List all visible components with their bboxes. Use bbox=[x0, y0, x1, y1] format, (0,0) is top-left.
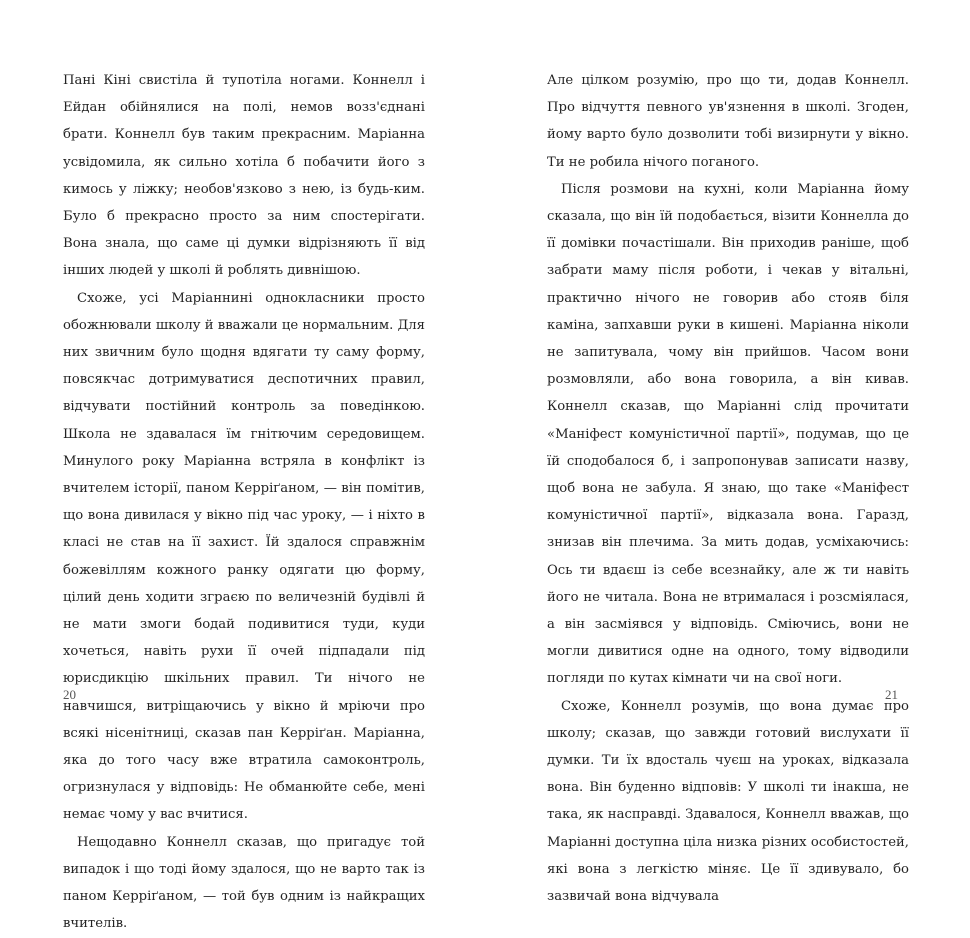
right-page bbox=[547, 67, 909, 910]
page-number-right: 21 bbox=[885, 687, 898, 702]
paragraph: Але цілком розумію, про що ти, додав Коннелл. Про відчуття певного ув'язнення в школі. Згоден, йому варто було дозволити тобі визирнути у вікно. Ти не робила нічого поганого. bbox=[547, 73, 909, 170]
paragraph: Пані Кіні свистіла й тупотіла ногами. Коннелл і Ейдан обійнялися на полі, немов возз'єднані брати. Коннелл був таким прекрасним. Маріанна усвідомила, як сильно хотіла б побачити його з кимось у ліжку; необов'язково з нею, із будь-ким. Було б прекрасно просто за ним спостерігати. Вона знала, що саме ці думки відрізняють її від інших людей у школі й роблять дивнішою. bbox=[63, 73, 425, 279]
right-page-text bbox=[547, 67, 909, 910]
left-page bbox=[63, 67, 425, 938]
paragraph: Після розмови на кухні, коли Маріанна йому сказала, що він їй подобається, візити Коннелла до її домівки почастішали. Він приходив раніше, щоб забрати маму після роботи, і чекав у вітальні, практично нічого не говорив або стояв біля каміна, запхавши руки в кишені. Маріанна ніколи не запитувала, чому він прийшов. Часом вони розмовляли, або вона говорила, а він кивав. Коннелл сказав, що Маріанні слід прочитати «Маніфест комуністичної партії», подумав, що це їй сподобалося б, і запропонував записати назву, щоб вона не забула. Я знаю, що таке «Маніфест комуністичної партії», відказала вона. Гаразд, знизав він плечима. За мить додав, усміхаючись: Ось ти вдаєш із себе всезнайку, але ж ти навіть його не читала. Вона не втрималася і розсміялася, а він засміявся у відповідь. Сміючись, вони не могли дивитися одне на одного, тому відводили погляди по кутах кімнати чи на свої ноги. bbox=[547, 181, 909, 687]
paragraph: Схоже, Коннелл розумів, що вона думає про школу; сказав, що завжди готовий вислухати її думки. Ти їх вдосталь чуєш на уроках, відказала вона. Він буденно відповів: У школі ти інакша, не така, як насправді. Здавалося, Коннелл вважав, що Маріанні доступна ціла низка різних особистостей, які вона з легкістю міняє. Це її здивувало, бо зазвичай вона відчувала bbox=[547, 698, 909, 905]
paragraph: Схоже, усі Маріаннині однокласники просто обожнювали школу й вважали це нормальним. Для них звичним було щодня вдягати ту саму форму, повсякчас дотримуватися деспотичних правил, відчувати постійний контроль за поведінкою. Школа не здавалася їм гнітючим середовищем. Минулого року Маріанна встряла в конфлікт із вчителем історії, паном Керріґаном, — він помітив, що вона дивилася у вікно під час уроку, — і ніхто в класі не став на її захист. Їй здалося справжнім божевіллям кожного ранку одягати цю форму, цілий день ходити зграєю по величезній будівлі й не мати змоги бодай подивитися туди, куди хочеться, навіть рухи її очей підпадали під юрисдикцію шкільних правил. Ти нічого не навчишся, витріщаючись у вікно й мріючи про всякі нісенітниці, сказав пан Керріґан. Маріанна, яка до того часу вже втратила самоконтроль, огризнулася у відповідь: Не обманюйте себе, мені немає чому у вас вчитися. bbox=[63, 290, 425, 823]
page-number-left: 20 bbox=[63, 687, 76, 702]
left-page-text bbox=[63, 67, 425, 938]
paragraph: Нещодавно Коннелл сказав, що пригадує той випадок і що тоді йому здалося, що не варто так із паном Керріґаном, — той був одним із найкращих вчителів. bbox=[63, 834, 425, 932]
